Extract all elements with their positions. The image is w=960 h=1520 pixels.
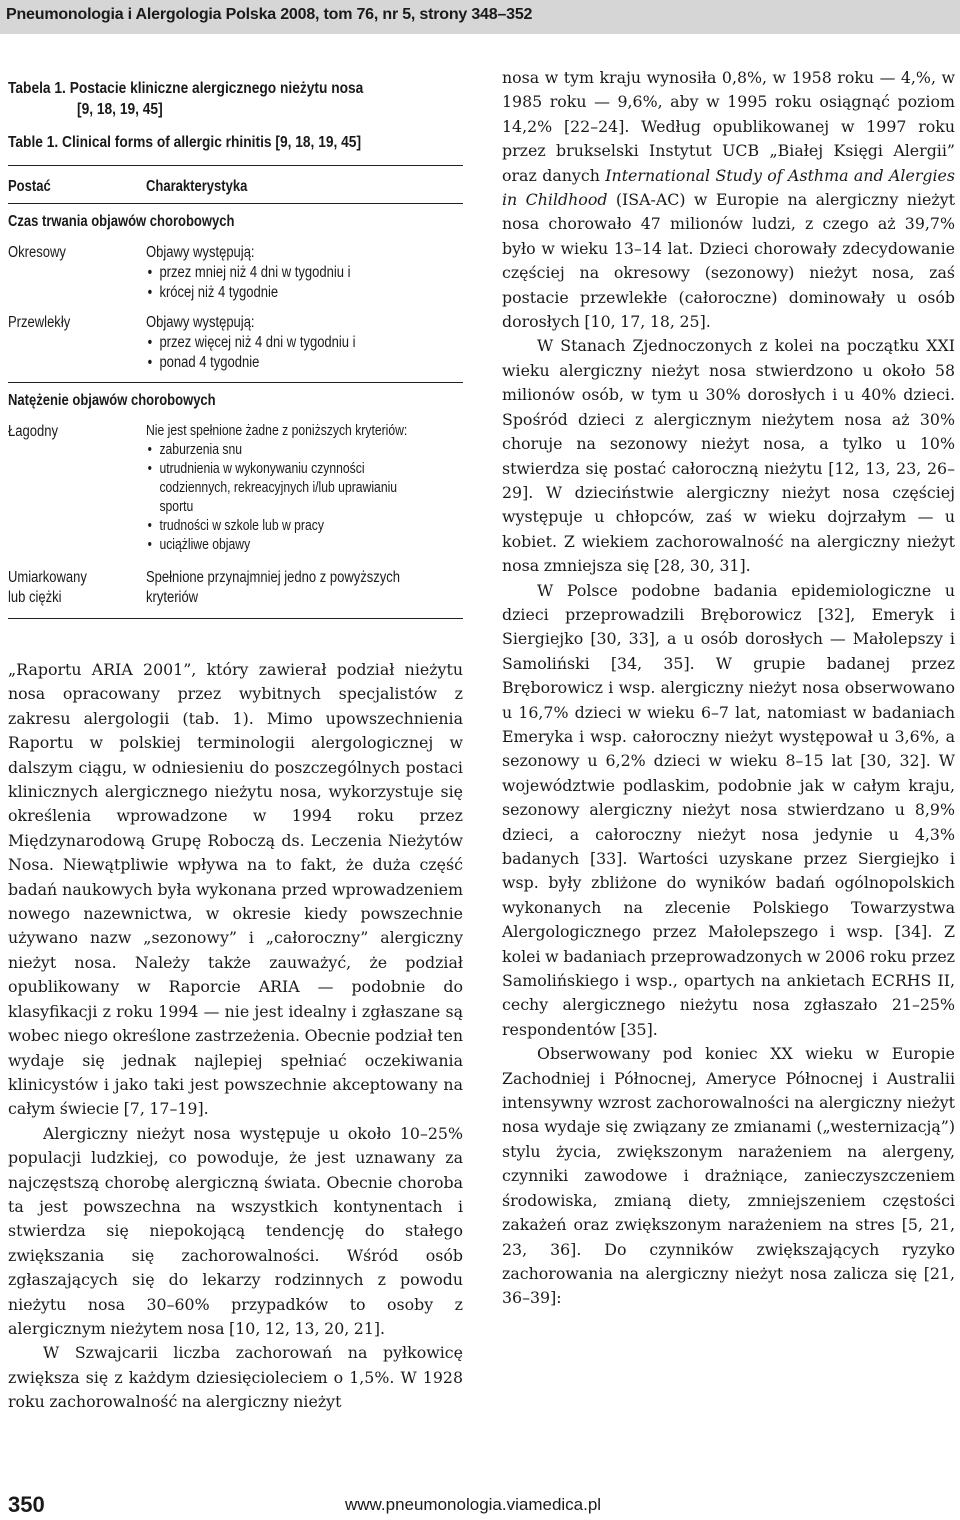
page-number: 350 — [8, 1492, 45, 1517]
list-item-continuation — [146, 479, 407, 498]
intermittent-intro: Objawy występują: — [146, 244, 255, 261]
table-header-rule — [8, 203, 463, 204]
list-item-continuation-text: codziennych, rekreacyjnych i/lub uprawianiu — [159, 480, 398, 496]
row-label-moderate — [8, 568, 87, 608]
row-label-mild: Łagodny — [8, 423, 58, 440]
paragraph: W Szwajcarii liczba zachorowań na pyłkowicę zwiększa się z każdym dziesięcioleciem o 1,5%. W 1928 roku zachorowalność na alergiczny nieżyt — [8, 1343, 463, 1412]
moderate-text-line2: kryteriów — [146, 589, 199, 606]
mild-list — [146, 441, 407, 555]
journal-title: Pneumonologia i Alergologia Polska 2008, tom 76, nr 5, strony 348–352 — [6, 6, 533, 23]
moderate-label-line2: lub ciężki — [8, 589, 62, 606]
row-text-mild — [146, 422, 407, 555]
section-duration: Czas trwania objawów chorobowych — [8, 213, 235, 230]
table-bottom-rule — [8, 618, 463, 619]
list-item-continuation — [146, 498, 407, 517]
moderate-label-line1: Umiarkowany — [8, 569, 87, 586]
left-body-text — [8, 658, 463, 1415]
list-item: • przez mniej niż 4 dni w tygodniu i — [146, 263, 351, 283]
paragraph: W Polsce podobne badania epidemiologiczne u dzieci przeprowadzili Bręborowicz [32], Emeryk i Siergiejko [30, 33], a u osób dorosłych — Małolepszy i Samoliński [34, 35]. W grupie badanej przez Bręborowicz i wsp. alergiczny nieżyt nosa obserwowano u 16,7% dzieci w wieku 6–7 lat, natomiast w badaniach Emeryka i wsp. całoroczny nieżyt występował u 3,6%, a sezonowy u 6,2% dzieci w wieku 8–15 lat [30, 32]. W województwie podlaskim, podobnie jak w całym kraju, sezonowy alergiczny nieżyt nosa stwierdzano u 8,9% dzieci, a całoroczny nieżyt nosa jedynie u 4,3% badanych [33]. Wartości uzyskane przez Siergiejko i wsp. były zbliżone do wyników badań ogólnopolskich wykonanych na zlecenie Polskiego Towarzystwa Alergologicznego przez Małolepszego i wsp. [34]. Z kolei w badaniach przeprowadzonych w 2006 roku przez Samolińskiego i wsp., opartych na ankietach ECRHS II, cechy alergicznego nieżytu nosa zgłaszało 21–25% respondentów [35]. — [502, 580, 955, 1039]
paragraph: W Stanach Zjednoczonych z kolei na początku XXI wieku alergiczny nieżyt nosa stwierdzono u około 58 milionów osób, w tym u 30% dorosłych i u 40% dzieci. Spośród dzieci z alergicznym nieżytem nosa aż 30% choruje na sezonowy nieżyt nosa, a tylko u 10% stwierdza się postać całoroczną nieżytu [12, 13, 23, 26–29]. W dzieciństwie alergiczny nieżyt nosa częściej występuje u chłopców, zaś w wieku dojrzałym — u kobiet. Z wiekiem zachorowalność na alergiczny nieżyt nosa zmniejsza się [28, 30, 31]. — [502, 336, 955, 576]
paragraph-text: (ISA-AC) w Europie na alergiczny nieżyt nosa chorowało 47 milionów ludzi, z czego aż 39,7% było w wieku 13–14 lat. Dzieci chorowały zdecydowanie częściej na okresowy (sezonowy) nieżyt nosa, zaś postacie przewlekłe (całoroczne) dominowały u osób dorosłych [10, 17, 18, 25]. — [502, 190, 955, 332]
list-item-continuation-text: sportu — [159, 499, 194, 515]
list-item: • przez więcej niż 4 dni w tygodniu i — [146, 333, 356, 353]
col-header-characteristic: Charakterystyka — [146, 178, 248, 195]
section-severity: Natężenie objawów chorobowych — [8, 392, 216, 409]
persistent-intro: Objawy występują: — [146, 314, 255, 331]
table-caption-en: Table 1. Clinical forms of allergic rhinitis [9, 18, 19, 45] — [8, 134, 362, 151]
col-header-form: Postać — [8, 178, 51, 195]
study-name-italic: International Study of Asthma and Alergies in Childhood — [502, 165, 955, 210]
list-item: • uciążliwe objawy — [146, 536, 407, 555]
row-label-intermittent: Okresowy — [8, 244, 66, 261]
journal-header-band — [0, 0, 960, 34]
paragraph: Alergiczny nieżyt nosa występuje u około 10–25% populacji ludzkiej, co powoduje, że jest uznawany za najczęstszą chorobę alergiczną świata. Obecnie choroba ta jest powszechna na wszystkich kontynentach i stwierdza się niepokojącą tendencję do stałego zwiększania się zachorowalności. Wśród osób zgłaszających się do lekarzy rodzinnych z powodu nieżytu nosa 30–60% przypadków to osoby z alergicznym nieżytem nosa [10, 12, 13, 20, 21]. — [8, 1123, 463, 1338]
table-caption-pl-refs: [9, 18, 19, 45] — [77, 101, 163, 118]
list-item: • zaburzenia snu — [146, 441, 407, 460]
list-item: • ponad 4 tygodnie — [146, 353, 356, 373]
section-divider-rule — [8, 382, 463, 383]
moderate-text-line1: Spełnione przynajmniej jedno z powyższych — [146, 569, 401, 586]
paragraph-text: nosa w tym kraju wynosiła 0,8%, w 1958 roku — 4,%, w 1985 roku — 9,6%, aby w 1995 roku osiągnąć poziom 14,2% [22–24]. Według opublikowanej w 1997 roku przez brukselski Instytut UCB „Białej Księgi Alergii” oraz danych — [502, 68, 955, 185]
table-top-rule — [8, 165, 463, 166]
row-text-moderate — [146, 568, 400, 608]
list-item: • trudności w szkole lub w pracy — [146, 517, 407, 536]
row-label-persistent: Przewlekły — [8, 314, 71, 331]
paragraph: „Raportu ARIA 2001”, który zawierał podział nieżytu nosa opracowany przez wybitnych specjalistów z zakresu alergologii (tab. 1). Mimo upowszechnienia Raportu w polskiej terminologii alergologicznej w dalszym ciągu, w odniesieniu do poszczególnych postaci klinicznych alergicznego nieżytu nosa, wykorzystuje się określenia wprowadzone w 1994 roku przez Międzynarodową Grupę Roboczą ds. Leczenia Nieżytów Nosa. Niewątpliwie wpływa na to fakt, że duża część badań naukowych była wykonana przed wprowadzeniem nowego nazewnictwa, w okresie kiedy powszechnie używano nazw „sezonowy” i „całoroczny” alergiczny nieżyt nosa. Należy także zauważyć, że podział opublikowany w Raporcie ARIA — podobnie do klasyfikacji z roku 1994 — nie jest idealny i zgłaszane są wobec niego określone zastrzeżenia. Obecnie podział ten wydaje się jednak najlepiej spełniać oczekiwania klinicystów i jako taki jest powszechnie akceptowany na całym świecie [7, 17–19]. — [8, 660, 463, 1119]
row-text-persistent — [146, 313, 356, 373]
paragraph — [502, 66, 955, 334]
right-body-text — [502, 66, 955, 1311]
list-item: • utrudnienia w wykonywaniu czynności — [146, 460, 407, 479]
mild-intro: Nie jest spełnione żadne z poniższych kryteriów: — [146, 423, 408, 439]
table-caption-pl: Tabela 1. Postacie kliniczne alergicznego nieżytu nosa — [8, 80, 364, 97]
list-item: • krócej niż 4 tygodnie — [146, 283, 351, 303]
paragraph: Obserwowany pod koniec XX wieku w Europie Zachodniej i Północnej, Ameryce Północnej i Australii intensywny wzrost zachorowalności na alergiczny nieżyt nosa wydaje się związany ze zmianami („westernizacją”) stylu życia, zwiększonym narażeniem na alergeny, czynniki zawodowe i drażniące, zanieczyszczeniem środowiska, zmianą diety, zmniejszeniem częstości zakażeń oraz zwiększonym narażeniem na stres [5, 21, 23, 36]. Do czynników zwiększających ryzyko zachorowania na alergiczny nieżyt nosa zalicza się [21, 36–39]: — [502, 1044, 955, 1308]
row-text-intermittent — [146, 243, 351, 303]
intermittent-list — [146, 263, 351, 303]
persistent-list — [146, 333, 356, 373]
journal-website: www.pneumonologia.viamedica.pl — [345, 1495, 602, 1514]
